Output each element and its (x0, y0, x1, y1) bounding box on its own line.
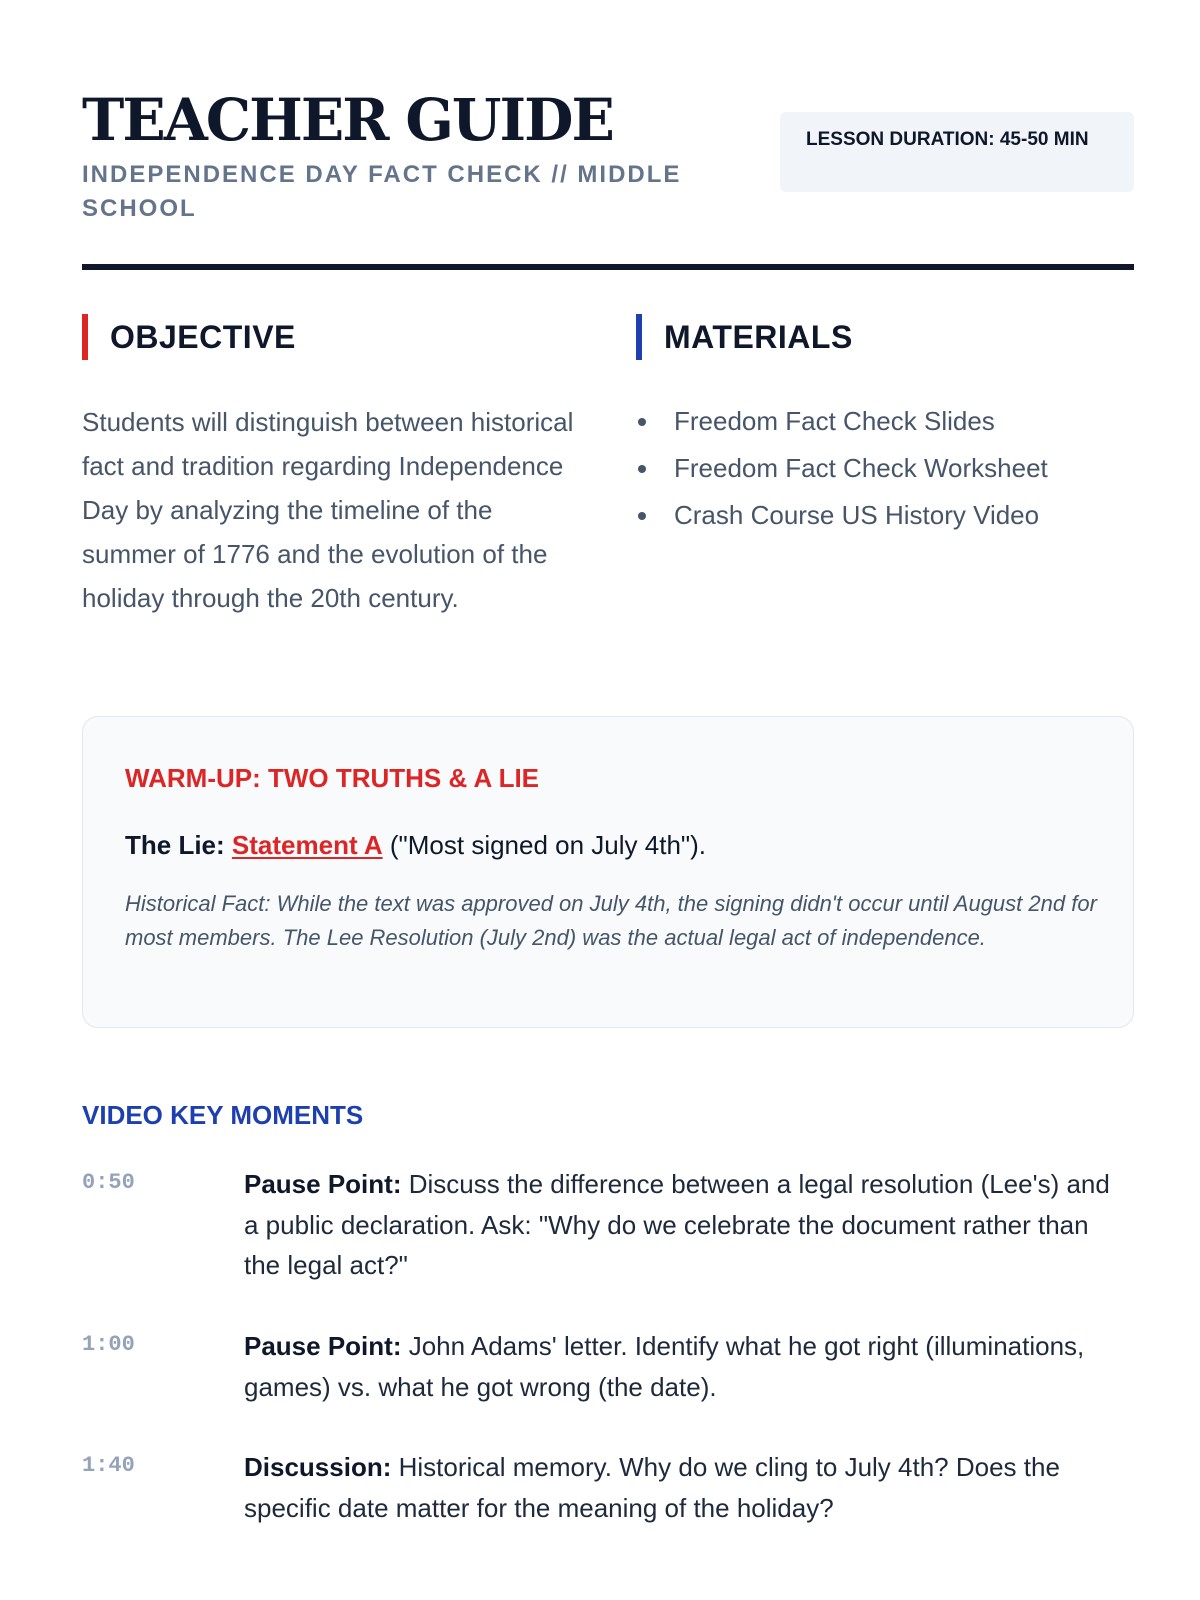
lie-label: The Lie: (125, 830, 225, 860)
material-label: Crash Course US History Video (674, 500, 1040, 530)
objective-text: Students will distinguish between historical fact and tradition regarding Independence Day by analyzing the timeline of the summer of 1776 and the evolution of the holiday through the 20th century. (82, 407, 574, 613)
material-label: Freedom Fact Check Slides (674, 406, 995, 436)
moment-label: Pause Point: (244, 1331, 402, 1361)
moment-description (244, 1164, 1124, 1286)
page-title: TEACHER GUIDE (82, 86, 613, 154)
moment-description (244, 1447, 1124, 1528)
warmup-lie (125, 827, 1105, 863)
moment-timestamp: 1:40 (82, 1453, 135, 1478)
moment-text: Discuss the difference between a legal resolution (Lee's) and a public declaration. Ask: "Why do we celebrate the document rather than the legal act?" (244, 1169, 1110, 1280)
bullet-icon (638, 418, 646, 426)
moment-timestamp: 0:50 (82, 1170, 135, 1195)
materials-list (636, 398, 1136, 539)
lie-answer-link[interactable]: Statement A (231, 830, 383, 860)
material-label: Freedom Fact Check Worksheet (674, 453, 1048, 483)
page-subtitle: INDEPENDENCE DAY FACT CHECK // MIDDLE SCHOOL (82, 161, 682, 222)
bullet-icon (638, 465, 646, 473)
list-item (636, 492, 1136, 539)
moment-text: John Adams' letter. Identify what he got right (illuminations, games) vs. what he got wrong (the date). (244, 1331, 1085, 1402)
warmup-title: WARM-UP: TWO TRUTHS & A LIE (125, 763, 540, 793)
objective-heading: OBJECTIVE (82, 314, 582, 360)
moment-label: Discussion: (244, 1452, 392, 1482)
video-moments-heading: VIDEO KEY MOMENTS (82, 1100, 364, 1130)
list-item (636, 445, 1136, 492)
materials-heading: MATERIALS (636, 314, 1136, 360)
warmup-card (82, 716, 1134, 1028)
moment-description (244, 1326, 1124, 1407)
lie-detail: ("Most signed on July 4th"). (382, 830, 707, 860)
list-item (636, 398, 1136, 445)
header-divider (82, 264, 1134, 270)
lesson-duration-badge: LESSON DURATION: 45-50 MIN (780, 112, 1134, 192)
moment-text: Historical memory. Why do we cling to July 4th? Does the specific date matter for the meaning of the holiday? (244, 1452, 1060, 1523)
moment-label: Pause Point: (244, 1169, 402, 1199)
page-header (82, 84, 1134, 274)
moment-timestamp: 1:00 (82, 1332, 135, 1357)
historical-fact-note: Historical Fact: While the text was approved on July 4th, the signing didn't occur until August 2nd for most members. The Lee Resolution (July 2nd) was the actual legal act of independence. (125, 891, 1097, 950)
bullet-icon (638, 512, 646, 520)
